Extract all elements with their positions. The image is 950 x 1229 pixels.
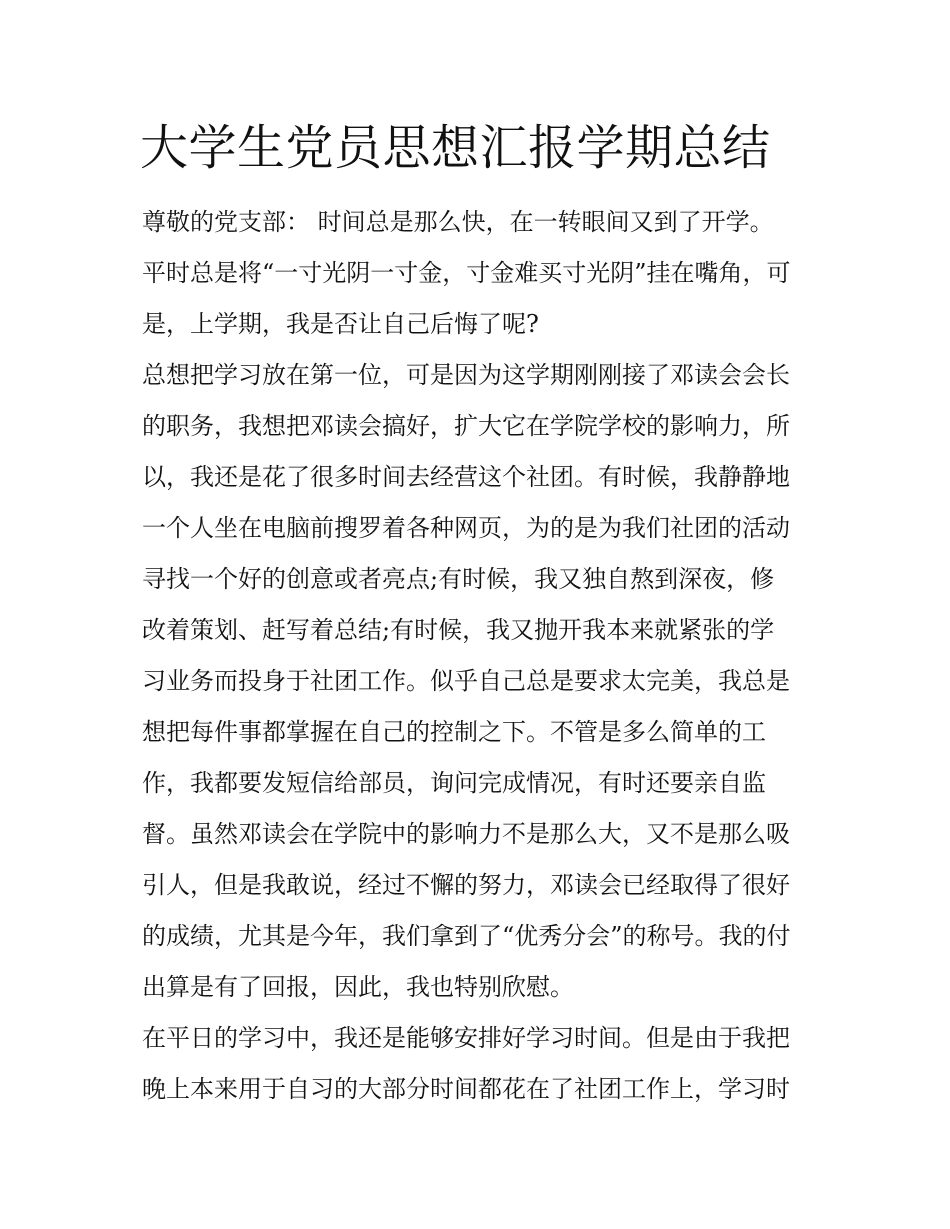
text-line: 是，上学期，我是否让自己后悔了呢? — [142, 310, 539, 338]
document-title: 大学生党员思想汇报学期总结 — [140, 120, 771, 176]
text-line: 想把每件事都掌握在自己的控制之下。不管是多么简单的工 — [142, 718, 766, 746]
text-line: 习业务而投身于社团工作。似乎自己总是要求太完美，我总是 — [142, 667, 790, 695]
text-line: 寻找一个好的创意或者亮点;有时候，我又独自熬到深夜，修 — [142, 565, 775, 593]
text-line: 以，我还是花了很多时间去经营这个社团。有时候，我静静地 — [142, 463, 790, 491]
text-line: 总想把学习放在第一位，可是因为这学期刚刚接了邓读会会长 — [142, 361, 790, 389]
text-line: 督。虽然邓读会在学院中的影响力不是那么大，又不是那么吸 — [142, 820, 790, 848]
text-line: 在平日的学习中，我还是能够安排好学习时间。但是由于我把 — [142, 1024, 790, 1052]
text-line: 的职务，我想把邓读会搞好，扩大它在学院学校的影响力，所 — [142, 412, 790, 440]
text-line: 一个人坐在电脑前搜罗着各种网页，为的是为我们社团的活动 — [142, 514, 790, 542]
document-body — [142, 197, 812, 1115]
text-line: 作，我都要发短信给部员，询问完成情况，有时还要亲自监 — [142, 769, 766, 797]
text-line: 改着策划、赶写着总结;有时候，我又抛开我本来就紧张的学 — [142, 616, 775, 644]
text-line: 引人，但是我敢说，经过不懈的努力，邓读会已经取得了很好 — [142, 871, 790, 899]
text-line: 的成绩，尤其是今年，我们拿到了“优秀分会”的称号。我的付 — [142, 922, 791, 950]
text-line: 出算是有了回报，因此，我也特别欣慰。 — [142, 973, 574, 1001]
text-line: 尊敬的党支部： 时间总是那么快，在一转眼间又到了开学。 — [142, 208, 774, 236]
text-line: 平时总是将“一寸光阴一寸金，寸金难买寸光阴”挂在嘴角，可 — [142, 259, 791, 287]
text-line: 晚上本来用于自习的大部分时间都花在了社团工作上，学习时 — [142, 1075, 790, 1103]
